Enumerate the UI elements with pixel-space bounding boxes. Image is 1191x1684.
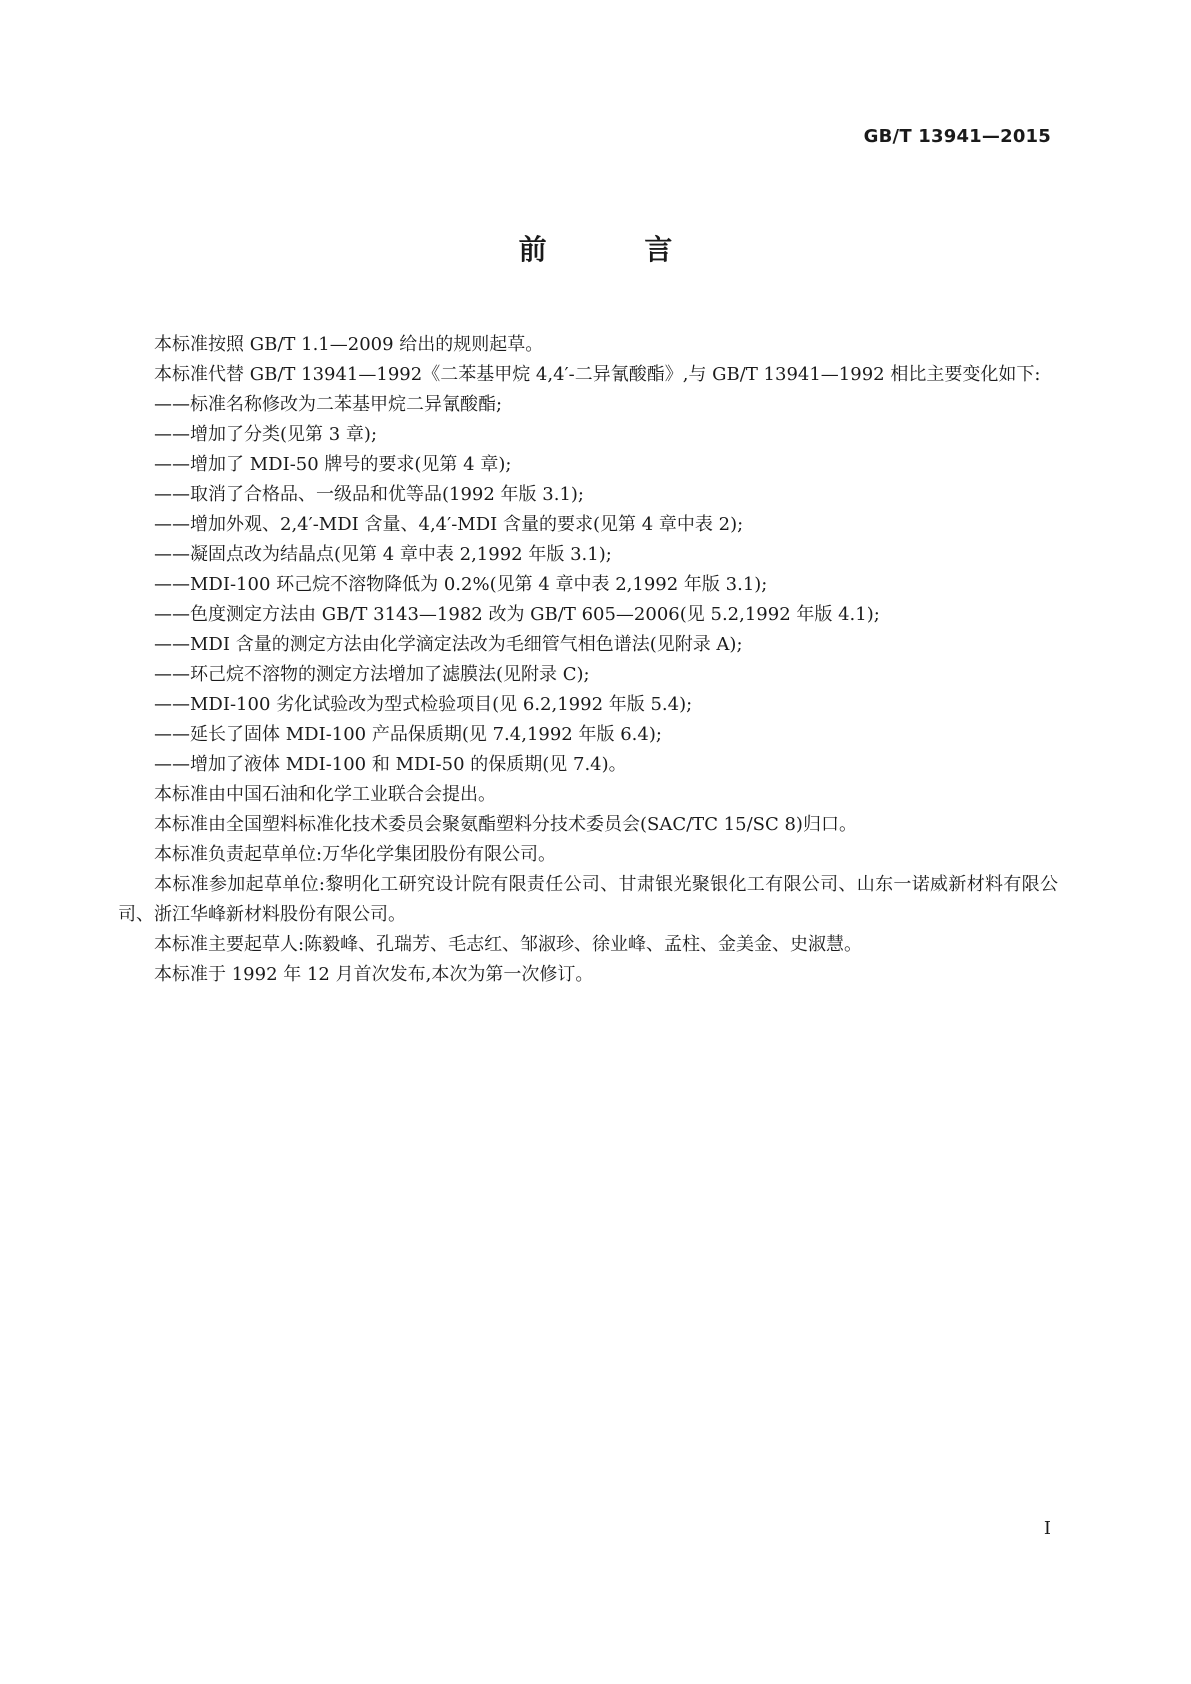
list-item-text: 标准名称修改为二苯基甲烷二异氰酸酯; <box>190 394 503 415</box>
list-item-text: 取消了合格品、一级品和优等品(1992 年版 3.1); <box>190 484 584 505</box>
dash-marker: —— <box>154 724 190 745</box>
list-item <box>118 390 1058 420</box>
list-item-text: MDI 含量的测定方法由化学滴定法改为毛细管气相色谱法(见附录 A); <box>190 634 743 655</box>
list-item-text: MDI-100 劣化试验改为型式检验项目(见 6.2,1992 年版 5.4); <box>190 694 693 715</box>
dash-marker: —— <box>154 604 190 625</box>
paragraph-committee: 本标准由全国塑料标准化技术委员会聚氨酯塑料分技术委员会(SAC/TC 15/SC 8)归口。 <box>154 814 857 835</box>
list-item-text: 增加了 MDI-50 牌号的要求(见第 4 章); <box>190 454 512 475</box>
foreword-body <box>118 330 1058 990</box>
paragraph-proposer: 本标准由中国石油和化学工业联合会提出。 <box>154 784 496 805</box>
dash-marker: —— <box>154 424 190 445</box>
list-item-text: 环己烷不溶物的测定方法增加了滤膜法(见附录 C); <box>190 664 590 685</box>
dash-marker: —— <box>154 634 190 655</box>
list-item-text: 增加了液体 MDI-100 和 MDI-50 的保质期(见 7.4)。 <box>190 754 627 775</box>
paragraph-main-drafters: 本标准主要起草人:陈毅峰、孔瑞芳、毛志红、邹淑珍、徐业峰、孟柱、金美金、史淑慧。 <box>154 934 863 955</box>
dash-marker: —— <box>154 544 190 565</box>
list-item-text: 延长了固体 MDI-100 产品保质期(见 7.4,1992 年版 6.4); <box>190 724 662 745</box>
list-item <box>118 690 1058 720</box>
list-item <box>118 510 1058 540</box>
list-item <box>118 660 1058 690</box>
list-item-text: 凝固点改为结晶点(见第 4 章中表 2,1992 年版 3.1); <box>190 544 612 565</box>
paragraph-participating-drafters: 本标准参加起草单位:黎明化工研究设计院有限责任公司、甘肃银光聚银化工有限公司、山东一诺威新材料有限公司、浙江华峰新材料股份有限公司。 <box>118 874 1058 925</box>
page-number: I <box>1043 1518 1051 1539</box>
list-item-text: MDI-100 环己烷不溶物降低为 0.2%(见第 4 章中表 2,1992 年版 3.1); <box>190 574 768 595</box>
list-item <box>118 630 1058 660</box>
standard-code: GB/T 13941—2015 <box>863 126 1051 147</box>
list-item <box>118 570 1058 600</box>
list-item <box>118 480 1058 510</box>
list-item <box>118 540 1058 570</box>
changes-list <box>118 390 1058 780</box>
dash-marker: —— <box>154 664 190 685</box>
dash-marker: —— <box>154 574 190 595</box>
list-item <box>118 420 1058 450</box>
paragraph-release-history: 本标准于 1992 年 12 月首次发布,本次为第一次修订。 <box>154 964 594 985</box>
list-item <box>118 450 1058 480</box>
list-item-text: 色度测定方法由 GB/T 3143—1982 改为 GB/T 605—2006(见 5.2,1992 年版 4.1); <box>190 604 880 625</box>
page-title: 前 言 <box>518 233 717 266</box>
list-item <box>118 600 1058 630</box>
dash-marker: —— <box>154 754 190 775</box>
list-item <box>118 720 1058 750</box>
dash-marker: —— <box>154 694 190 715</box>
list-item <box>118 750 1058 780</box>
list-item-text: 增加外观、2,4′-MDI 含量、4,4′-MDI 含量的要求(见第 4 章中表 2); <box>190 514 744 535</box>
dash-marker: —— <box>154 514 190 535</box>
paragraph-drafting-rules: 本标准按照 GB/T 1.1—2009 给出的规则起草。 <box>154 334 544 355</box>
list-item-text: 增加了分类(见第 3 章); <box>190 424 378 445</box>
paragraph-replacement: 本标准代替 GB/T 13941—1992《二苯基甲烷 4,4′-二异氰酸酯》,与 GB/T 13941—1992 相比主要变化如下: <box>154 364 1041 385</box>
paragraph-lead-drafter: 本标准负责起草单位:万华化学集团股份有限公司。 <box>154 844 557 865</box>
dash-marker: —— <box>154 454 190 475</box>
dash-marker: —— <box>154 484 190 505</box>
dash-marker: —— <box>154 394 190 415</box>
